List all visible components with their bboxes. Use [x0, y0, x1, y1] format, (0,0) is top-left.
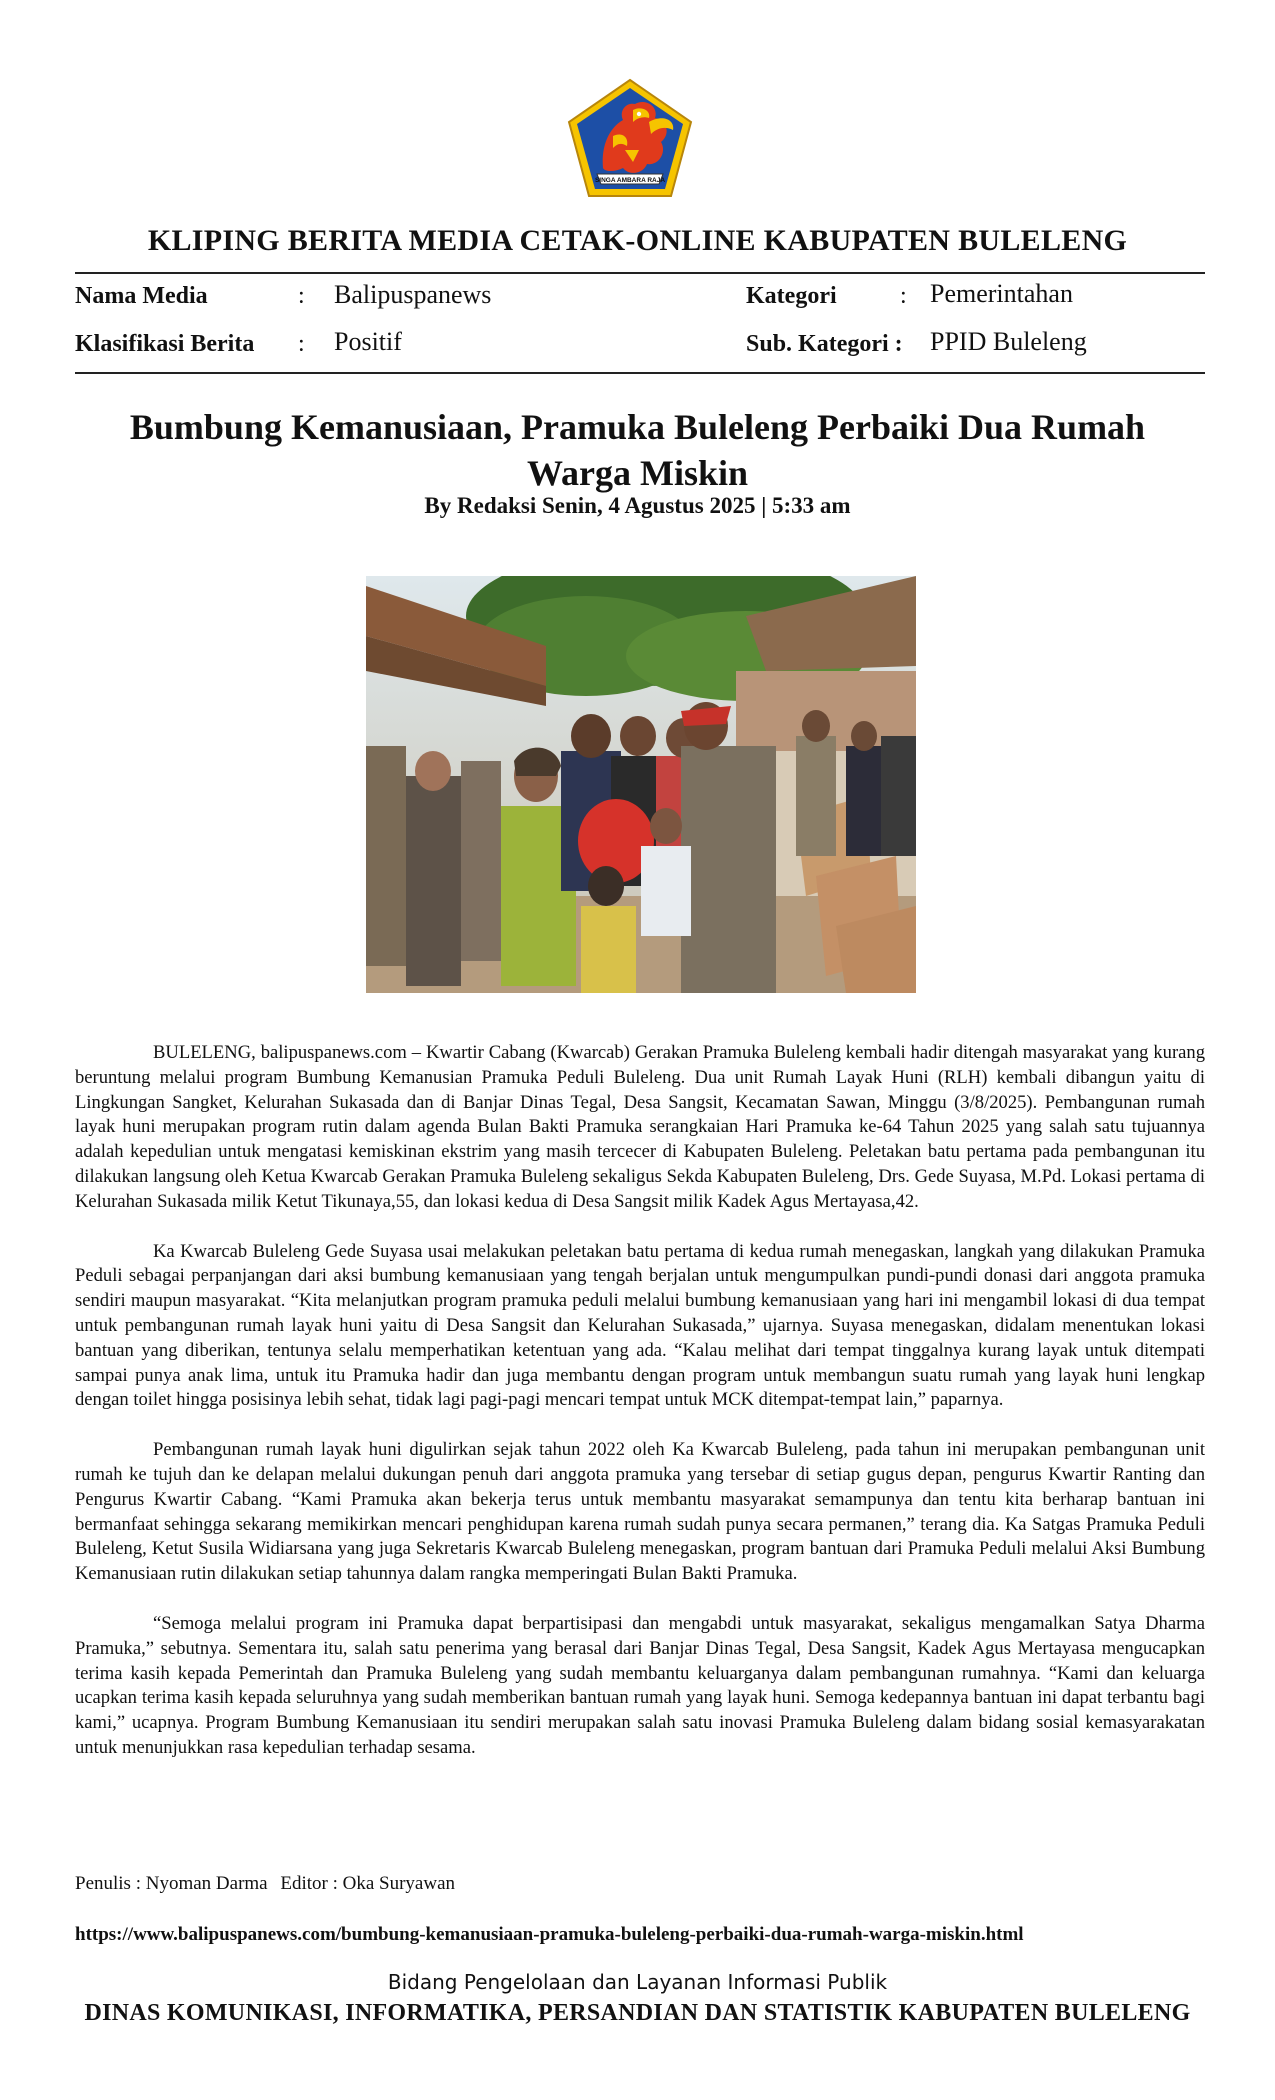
- footer-agency: DINAS KOMUNIKASI, INFORMATIKA, PERSANDIAN DAN STATISTIK KABUPATEN BULELENG: [84, 2000, 1191, 2026]
- source-url-link[interactable]: https://www.balipuspanews.com/bumbung-kemanusiaan-pramuka-buleleng-perbaiki-dua-rumah-warga-miskin.html: [75, 1924, 1024, 1945]
- media-name-value: Balipuspanews: [334, 280, 492, 309]
- singa-ambara-raja-emblem-icon: [563, 76, 697, 200]
- editor-credit: Editor : Oka Suryawan: [280, 1873, 456, 1894]
- divider-top: [75, 272, 1205, 274]
- klasifikasi-value: Positif: [334, 327, 402, 356]
- klasifikasi-label: Klasifikasi Berita: [75, 331, 255, 357]
- penulis-credit: Penulis : Nyoman Darma: [75, 1873, 268, 1894]
- article-paragraph-1: BULELENG, balipuspanews.com – Kwartir Cabang (Kwarcab) Gerakan Pramuka Buleleng kembali hadir ditengah masyarakat yang kurang beruntung melalui program Bumbung Kemanusian Pramuka Peduli Buleleng. Dua unit Rumah Layak Huni (RLH) kembali dibangun yaitu di Lingkungan Sangket, Kelurahan Sukasada dan di Banjar Dinas Tegal, Desa Sangsit, Kecamatan Sawan, Minggu (3/8/2025). Pembangunan rumah layak huni merupakan program rutin dalam agenda Bulan Bakti Pramuka serangkaian Hari Pramuka ke-64 Tahun 2025 yang salah satu tujuannya adalah kepedulian untuk mengatasi kemiskinan ekstrim yang masih tercecer di Kabupaten Buleleng. Peletakan batu pertama pada pembangunan itu dilakukan langsung oleh Ketua Kwarcab Gerakan Pramuka Buleleng sekaligus Sekda Kabupaten Buleleng, Drs. Gede Suyasa, M.Pd. Lokasi pertama di Kelurahan Sukasada milik Ketut Tikunaya,55, dan lokasi kedua di Desa Sangsit milik Kadek Agus Mertayasa,42.: [75, 1042, 1205, 1212]
- article-paragraph-3: Pembangunan rumah layak huni digulirkan sejak tahun 2022 oleh Ka Kwarcab Buleleng, pada tahun ini merupakan pembangunan unit rumah ke tujuh dan ke delapan melalui dukungan penuh dari anggota pramuka yang tersebar di setiap gugus depan, pengurus Kwartir Ranting dan Pengurus Kwartir Cabang. “Kami Pramuka akan bekerja terus untuk membantu masyarakat semampunya dan tentu kita berharap bantuan ini bermanfaat sehingga sekarang memikirkan mencari penghidupan karena rumah sudah punya secara permanen,” terang dia. Ka Satgas Pramuka Peduli Buleleng, Ketut Susila Widiarsana yang juga Sekretaris Kwarcab Buleleng menegaskan, program bantuan dari Pramuka Peduli melalui Aksi Bumbung Kemanusiaan rutin dilakukan setiap tahunnya dalam rangka memperingati Bulan Bakti Pramuka.: [75, 1439, 1205, 1585]
- kategori-value: Pemerintahan: [930, 279, 1073, 308]
- subkategori-label: Sub. Kategori :: [746, 331, 903, 357]
- klasifikasi-colon: :: [298, 331, 305, 357]
- logo-banner-text: SINGA AMBARA RAJA: [594, 177, 666, 184]
- kategori-colon: :: [900, 283, 907, 309]
- media-name-label: Nama Media: [75, 283, 208, 309]
- article-paragraph-2: Ka Kwarcab Buleleng Gede Suyasa usai melakukan peletakan batu pertama di kedua rumah menegaskan, langkah yang dilakukan Pramuka Peduli sebagai perpanjangan dari aksi bumbung kemanusiaan yang tengah berjalan untuk mengumpulkan pundi-pundi donasi dari anggota pramuka sendiri maupun masyarakat. “Kita melanjutkan program pramuka peduli melalui bumbung kemanusiaan yang hari ini mengambil lokasi di dua tempat untuk pembangunan rumah layak huni yaitu di Desa Sangsit dan Kelurahan Sukasada,” ujarnya. Suyasa menegaskan, didalam menentukan lokasi bantuan yang diberikan, tentunya selalu memperhatikan ketentuan yang ada. “Kalau melihat dari tempat tinggalnya kurang layak untuk ditempati sampai punya anak lima, untuk itu Pramuka hadir dan juga membantu dengan program untuk membangun suatu rumah yang layak huni lengkap dengan toilet hingga posisinya lebih sehat, tidak lagi pagi-pagi mencari tempat untuk MCK ditempat-tempat lain,” paparnya.: [75, 1240, 1205, 1411]
- kategori-label: Kategori: [746, 283, 837, 309]
- media-name-colon: :: [298, 283, 305, 309]
- document-title: KLIPING BERITA MEDIA CETAK-ONLINE KABUPATEN BULELENG: [147, 224, 1128, 257]
- article-body: [75, 1041, 1205, 1786]
- subkategori-value: PPID Buleleng: [930, 327, 1087, 356]
- article-paragraph-4: “Semoga melalui program ini Pramuka dapat berpartisipasi dan mengabdi untuk masyarakat, sekaligus mengamalkan Satya Dharma Pramuka,” sebutnya. Sementara itu, salah satu penerima yang berasal dari Banjar Dinas Tegal, Desa Sangsit, Kadek Agus Mertayasa mengucapkan terima kasih kepada Pemerintah dan Pramuka Buleleng yang sudah membantu keluarganya dalam pembangunan rumahnya. “Kami dan keluarga ucapkan terima kasih kepada seluruhnya yang sudah memberikan bantuan rumah yang layak huni. Semoga kedepannya bantuan ini dapat terbantu bagi kami,” ucapnya. Program Bumbung Kemanusiaan itu sendiri merupakan salah satu inovasi Pramuka Buleleng dalam bidang sosial kemasyarakatan untuk menunjukkan rasa kepedulian terhadap sesama.: [75, 1612, 1205, 1758]
- article-photo: [366, 576, 916, 993]
- divider-bottom: [75, 372, 1205, 374]
- article-headline: Bumbung Kemanusiaan, Pramuka Buleleng Perbaiki Dua Rumah Warga Miskin: [129, 407, 1146, 493]
- buleleng-emblem-logo: [563, 76, 697, 200]
- article-credits: [75, 1873, 455, 1895]
- article-byline: By Redaksi Senin, 4 Agustus 2025 | 5:33 am: [424, 493, 851, 518]
- footer-division: Bidang Pengelolaan dan Layanan Informasi Publik: [387, 1970, 888, 1994]
